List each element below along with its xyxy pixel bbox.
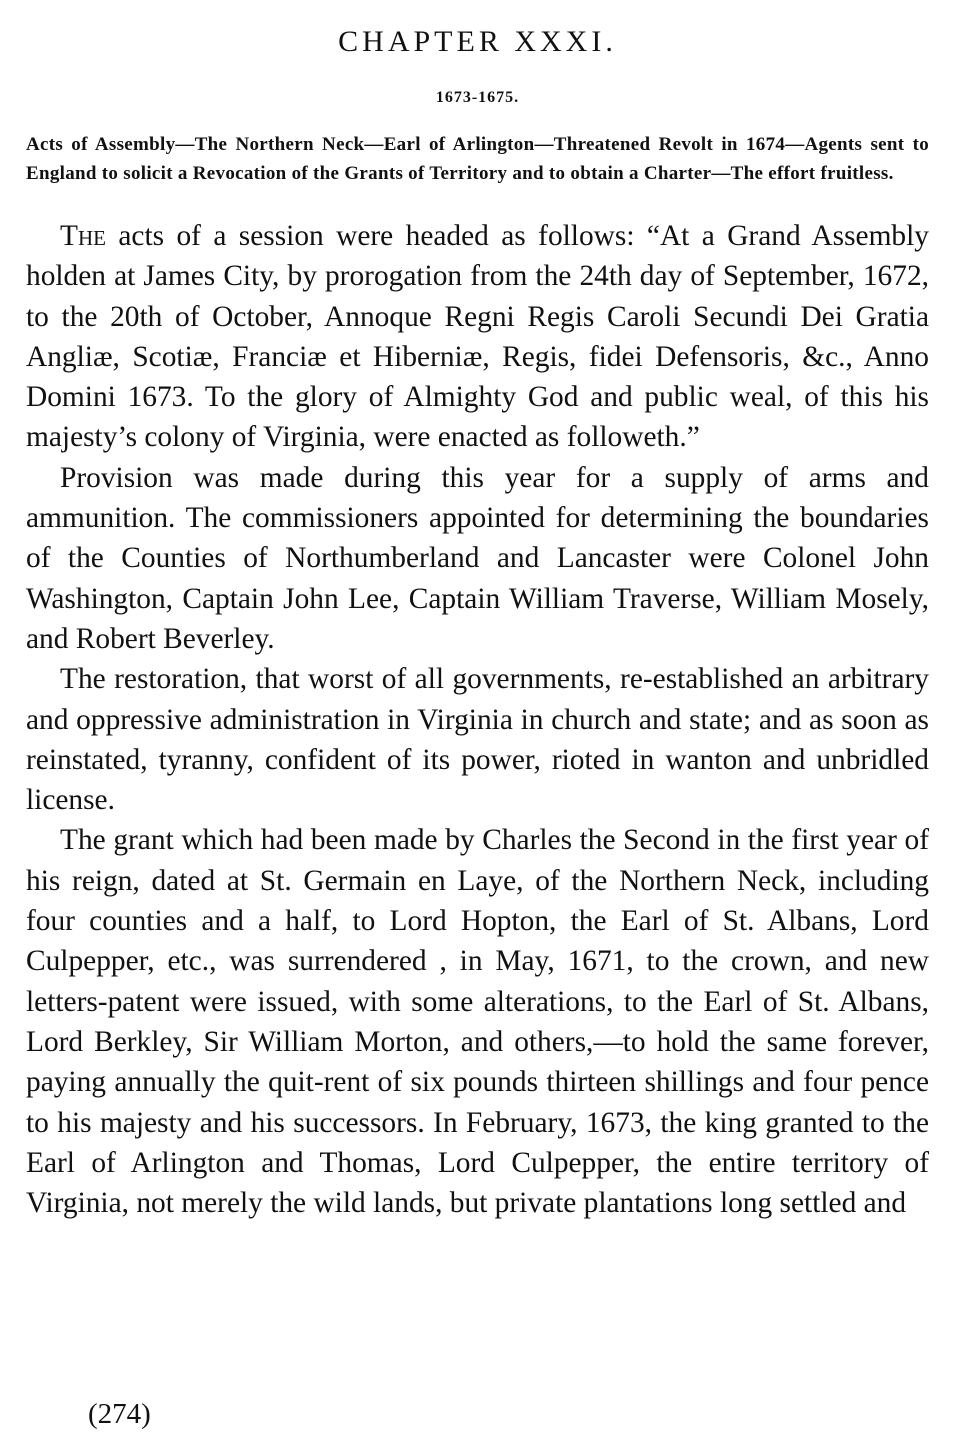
paragraph-1-lead-word: The [60,220,106,252]
paragraph-2: Provision was made during this year for a supply of arms and ammunition. The commissioners appointed for determining the boundaries of the Counties of Northumberland and Lancaster were Colonel John Washington, Captain John Lee, Captain William Traverse, William Mosely, and Robert Beverley. [26,461,929,655]
chapter-years: 1673-1675. [435,89,520,106]
paragraph-1 [26,216,929,458]
chapter-body [26,216,929,1223]
paragraph-4: The grant which had been made by Charles the Second in the first year of his reign, dated at St. Germain en Laye, of the Northern Neck, including four counties and a half, to Lord Hopton, the Earl of St. Albans, Lord Culpepper, etc., was surrendered , in May, 1671, to the crown, and new letters-patent were issued, with some alterations, to the Earl of St. Albans, Lord Berkley, Sir William Morton, and others,—to hold the same forever, paying annually the quit-rent of six pounds thirteen shillings and four pence to his majesty and his successors. In February, 1673, the king granted to the Earl of Arlington and Thomas, Lord Culpepper, the entire territory of Virginia, not merely the wild lands, but private plantations long settled and [26,824,929,1220]
chapter-title: CHAPTER XXXI. [338,25,617,58]
book-page [26,24,929,1223]
paragraph-1-text: acts of a session were headed as follows: “At a Grand Assembly holden at James City, by prorogation from the 24th day of September, 1672, to the 20th of October, Annoque Regni Regis Caroli Secundi Dei Gratia Angliæ, Scotiæ, Franciæ et Hiberniæ, Regis, fidei Defensoris, &c., Anno Domini 1673. To the glory of Almighty God and public weal, of this his majesty’s colony of Virginia, were enacted as followeth.” [26,220,929,454]
chapter-synopsis: Acts of Assembly—The Northern Neck—Earl of Arlington—Threatened Revolt in 1674—Agents sent to England to solicit a Revocation of the Grants of Territory and to obtain a Charter—The effort fruitless. [26,134,929,184]
page-number: (274) [88,1398,151,1430]
paragraph-3: The restoration, that worst of all governments, re-established an arbitrary and oppressive administration in Virginia in church and state; and as soon as reinstated, tyranny, confident of its power, rioted in wanton and unbridled license. [26,663,929,817]
